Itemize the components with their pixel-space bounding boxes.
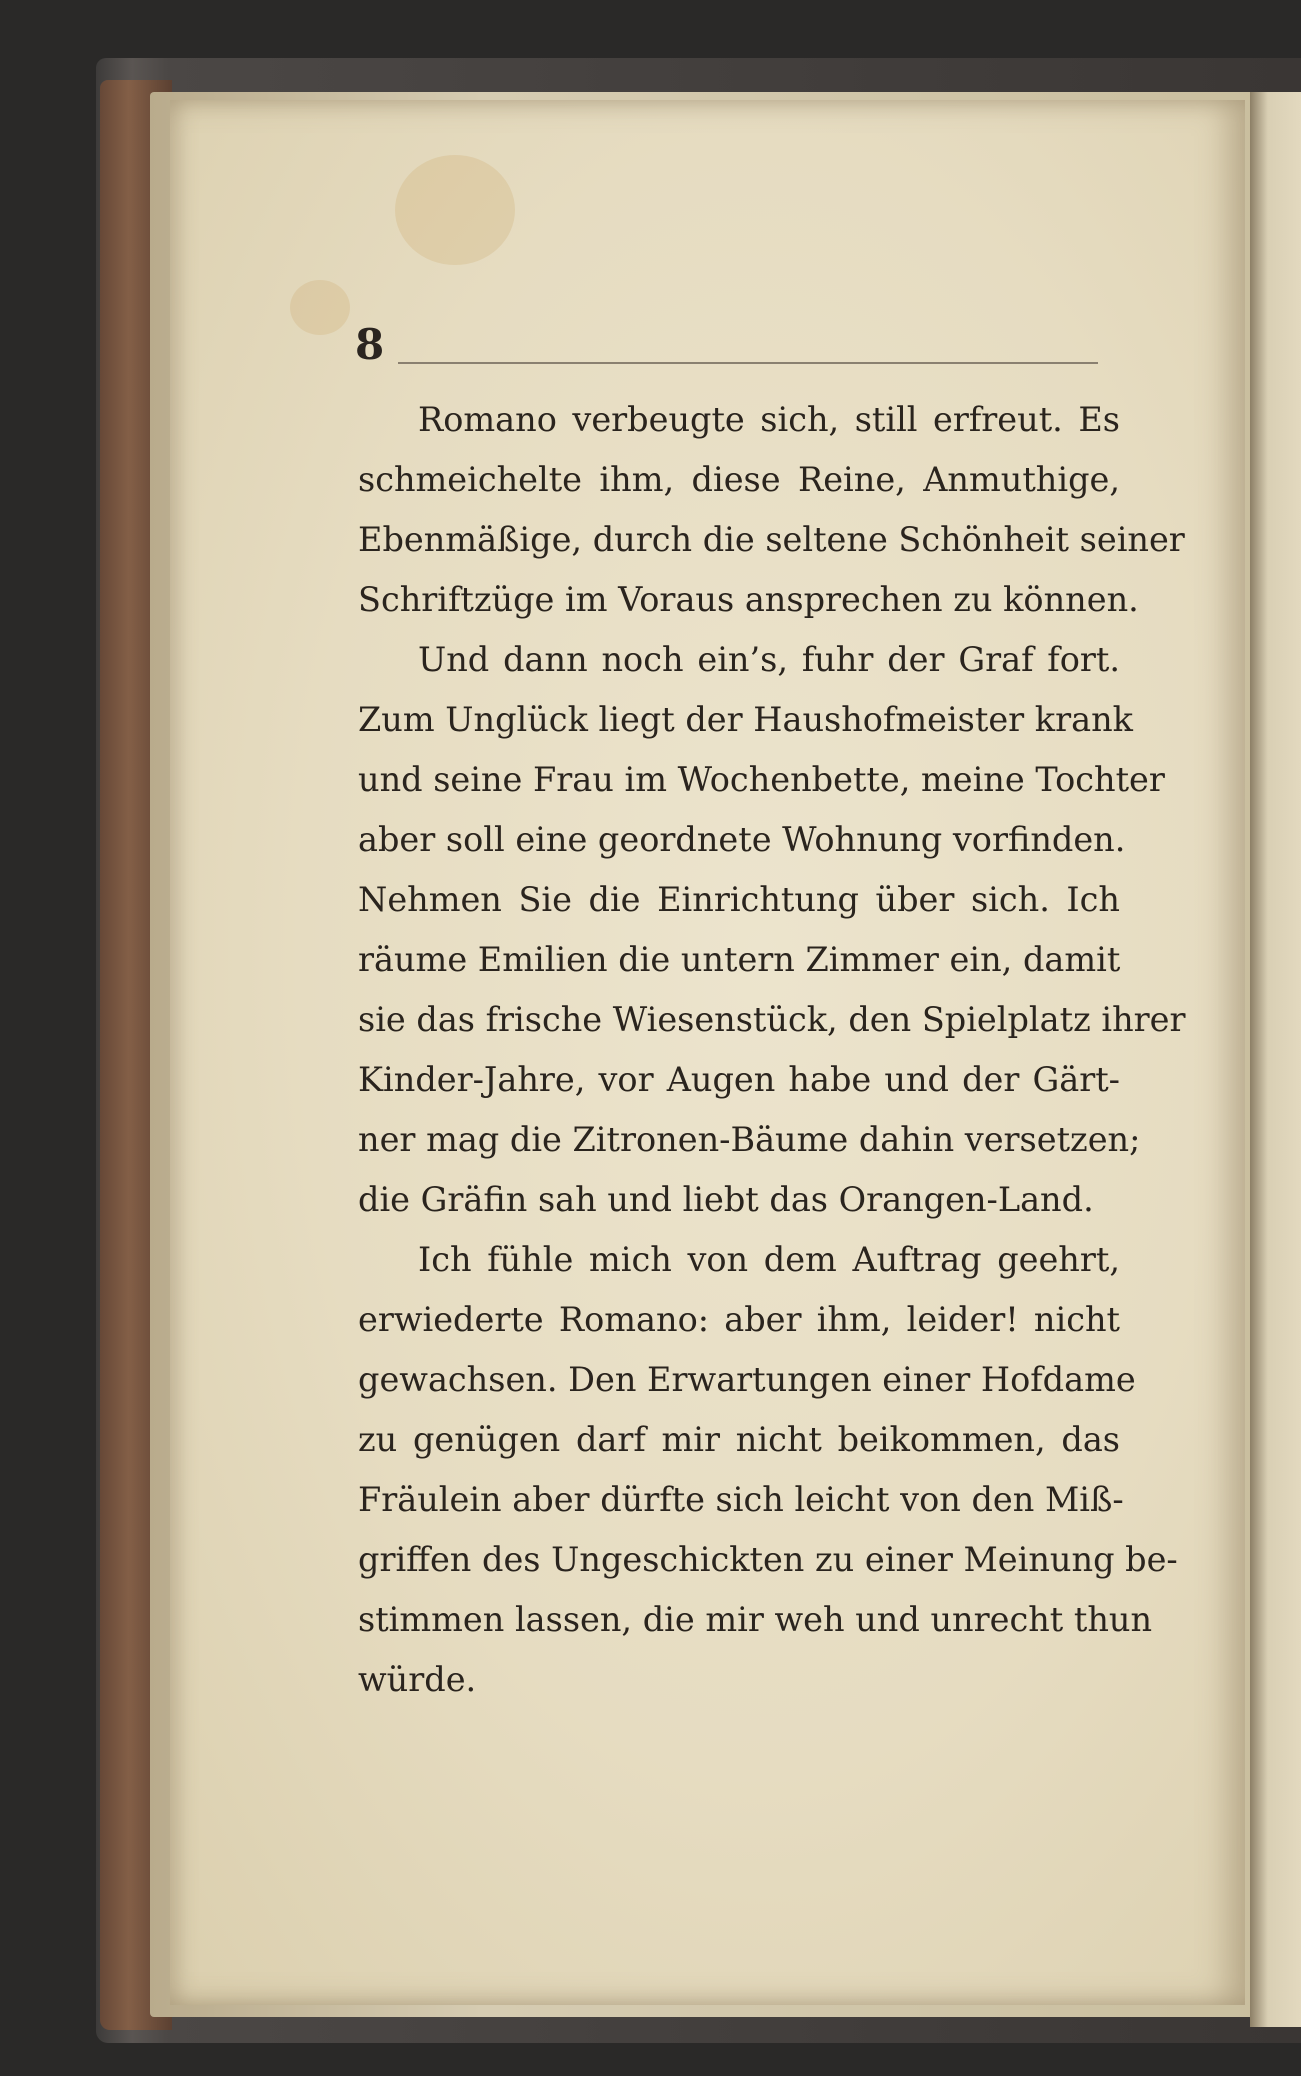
header-rule [398,362,1098,364]
text-line: Romano verbeugte sich, still erfreut. Es [418,400,1120,439]
text-line: zu genügen darf mir nicht beikommen, das [358,1420,1120,1459]
page-stain [395,155,515,265]
text-line: sie das frische Wiesenstück, den Spielplatz ihrer [358,1000,1186,1039]
text-line: die Gräfin sah und liebt das Orangen-Land. [358,1180,1094,1219]
text-line: würde. [358,1660,477,1699]
text-line: räume Emilien die untern Zimmer ein, damit [358,940,1121,979]
text-line: ner mag die Zitronen-Bäume dahin versetzen; [358,1120,1141,1159]
page-stain [290,280,350,335]
text-line: gewachsen. Den Erwartungen einer Hofdame [358,1360,1136,1399]
text-line: Kinder-Jahre, vor Augen habe und der Gärt- [358,1060,1120,1099]
text-line: Nehmen Sie die Einrichtung über sich. Ich [358,880,1120,919]
text-line: Schriftzüge im Voraus ansprechen zu können. [358,580,1139,619]
text-line: stimmen lassen, die mir weh und unrecht thun [358,1600,1153,1639]
text-line: griffen des Ungeschickten zu einer Meinung be- [358,1540,1178,1579]
body-text [358,390,1186,1710]
text-line: Ich fühle mich von dem Auftrag geehrt, [418,1240,1120,1279]
text-line: Ebenmäßige, durch die seltene Schönheit seiner [358,520,1185,559]
text-line: Zum Unglück liegt der Haushofmeister krank [358,700,1133,739]
facing-page-edge [1250,92,1301,2027]
page-number: 8 [355,320,385,369]
text-line: erwiederte Romano: aber ihm, leider! nicht [358,1300,1120,1339]
text-line: und seine Frau im Wochenbette, meine Tochter [358,760,1165,799]
text-line: Und dann noch ein’s, fuhr der Graf fort. [418,640,1120,679]
text-line: Fräulein aber dürfte sich leicht von den Miß- [358,1480,1124,1519]
text-line: schmeichelte ihm, diese Reine, Anmuthige, [358,460,1120,499]
text-line: aber soll eine geordnete Wohnung vorfinden. [358,820,1126,859]
